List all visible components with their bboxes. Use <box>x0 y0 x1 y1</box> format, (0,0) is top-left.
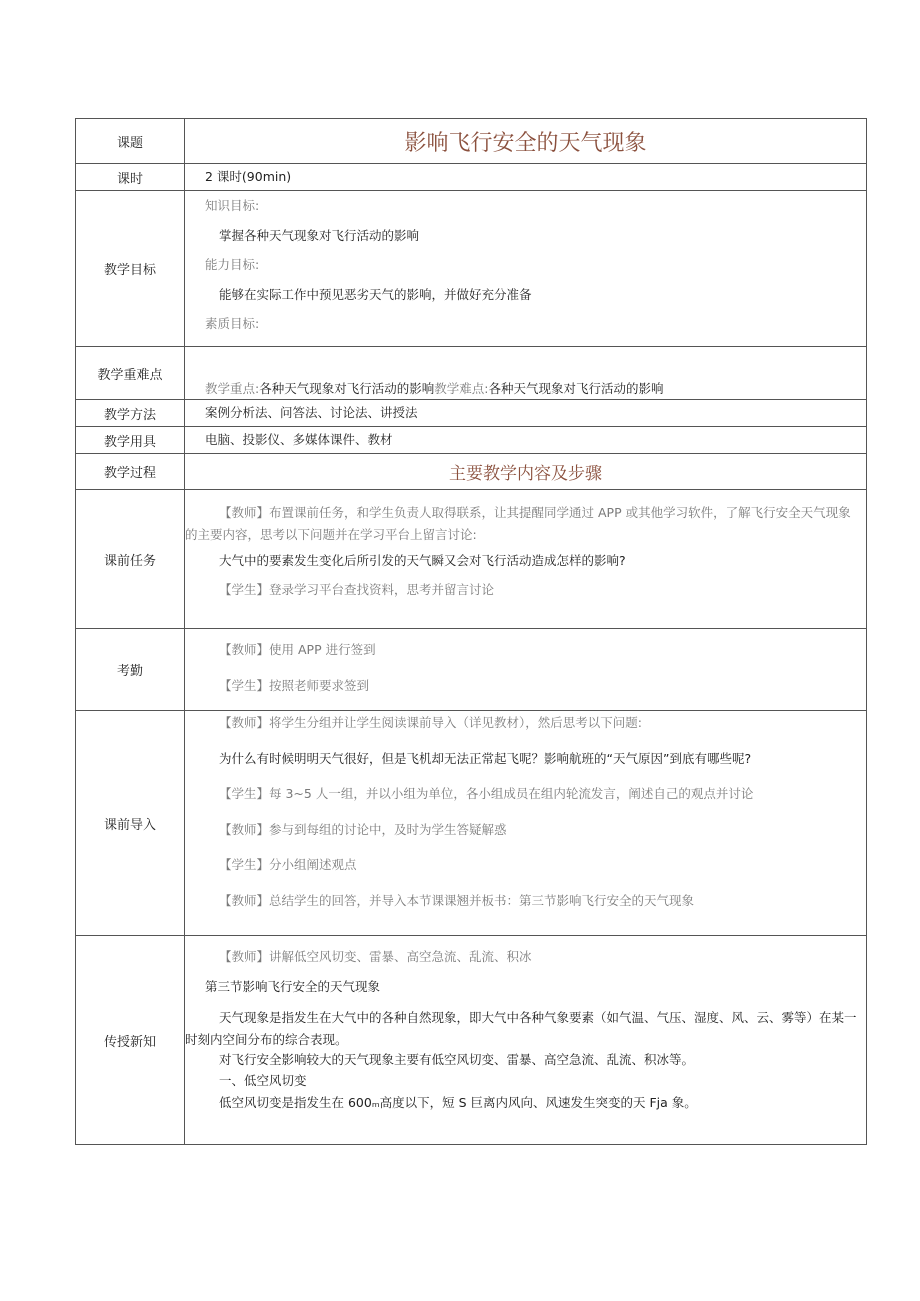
hours-label: 课时 <box>76 164 185 191</box>
topic-label: 课题 <box>76 119 185 164</box>
row-intro <box>76 711 867 936</box>
heading-low-wind-shear: 一、低空风切变 <box>219 1073 307 1089</box>
row-attendance <box>76 629 867 711</box>
methods-label: 教学方法 <box>76 400 185 427</box>
ability-label: 能力目标: <box>205 257 260 272</box>
process-label: 教学过程 <box>76 454 185 490</box>
hours-value: 2 课时(90min) <box>205 169 292 185</box>
row-objectives <box>76 191 867 347</box>
new-knowledge-teacher: 【教师】讲解低空风切变、雷暴、高空急流、乱流、积冰 <box>219 949 532 964</box>
intro-label: 课前导入 <box>76 711 185 936</box>
attendance-label: 考勤 <box>76 629 185 711</box>
key-points-label: 教学重难点 <box>76 347 185 400</box>
difficult-value: 各种天气现象对飞行活动的影响 <box>488 380 664 396</box>
pre-class-teacher: 【教师】布置课前任务，和学生负责人取得联系，让其提醒同学通过 APP 或其他学习软件，了解飞行安全天气现象的主要内容，思考以下问题并在学习平台上留言讨论: <box>185 505 851 542</box>
ability-value: 能够在实际工作中预见恶劣天气的影响，并做好充分准备 <box>219 286 532 302</box>
pre-class-student: 【学生】登录学习平台查找资料，思考并留言讨论 <box>219 582 495 598</box>
row-topic <box>76 119 867 164</box>
knowledge-value: 掌握各种天气现象对飞行活动的影响 <box>219 227 420 243</box>
intro-question: 为什么有时候明明天气很好，但是飞机却无法正常起飞呢？影响航班的“天气原因”到底有哪些呢? <box>219 750 752 766</box>
objectives-label: 教学目标 <box>76 191 185 347</box>
intro-student-2: 【学生】分小组阐述观点 <box>219 857 357 872</box>
key-value: 各种天气现象对飞行活动的影响 <box>259 380 435 396</box>
lesson-plan-table <box>75 118 867 1145</box>
process-header: 主要教学内容及步骤 <box>185 454 867 490</box>
row-hours <box>76 164 867 191</box>
intro-teacher-3: 【教师】总结学生的回答，并导入本节课课翘并板书：第三节影响飞行安全的天气现象 <box>219 892 695 908</box>
row-key-points <box>76 347 867 400</box>
intro-student-1: 【学生】每 3~5 人一组，并以小组为单位，各小组成员在组内轮流发言，阐述自己的观点并讨论 <box>219 786 754 801</box>
paragraph-3: 低空风切变是指发生在 600ₘ高度以下，短 S 巨离内风向、风速发生突变的天 Fja 象。 <box>219 1094 697 1110</box>
row-tools <box>76 427 867 454</box>
paragraph-1: 天气现象是指发生在大气中的各种自然现象，即大气中各种气象要素（如气温、气压、湿度、风、云、雾等）在某一时刻内空间分布的综合表现。 <box>185 1010 857 1047</box>
section-title: 第三节影响飞行安全的天气现象 <box>205 978 381 994</box>
row-new-knowledge <box>76 936 867 1145</box>
attendance-student: 【学生】按照老师要求签到 <box>219 677 370 693</box>
quality-label: 素质目标: <box>205 316 260 331</box>
paragraph-2: 对飞行安全影响较大的天气现象主要有低空风切变、雷暴、高空急流、乱流、积冰等。 <box>219 1051 695 1067</box>
pre-class-label: 课前任务 <box>76 490 185 629</box>
methods-value: 案例分析法、问答法、讨论法、讲授法 <box>205 405 418 421</box>
intro-teacher-1: 【教师】将学生分组并让学生阅读课前导入（详见教材），然后思考以下问题: <box>219 715 642 730</box>
tools-label: 教学用具 <box>76 427 185 454</box>
key-label: 教学重点: <box>205 380 260 396</box>
new-knowledge-label: 传授新知 <box>76 936 185 1145</box>
row-methods <box>76 400 867 427</box>
topic-title: 影响飞行安全的天气现象 <box>185 119 867 164</box>
knowledge-label: 知识目标: <box>205 198 260 213</box>
tools-value: 电脑、投影仪、多媒体课件、教材 <box>205 432 393 448</box>
attendance-teacher: 【教师】使用 APP 进行签到 <box>219 642 376 657</box>
row-pre-class <box>76 490 867 629</box>
pre-class-question: 大气中的要素发生变化后所引发的天气瞬又会对飞行活动造成怎样的影响? <box>219 552 626 568</box>
row-process-header <box>76 454 867 490</box>
intro-teacher-2: 【教师】参与到每组的讨论中，及时为学生答疑解惑 <box>219 821 507 837</box>
difficult-label: 教学难点: <box>434 380 489 396</box>
